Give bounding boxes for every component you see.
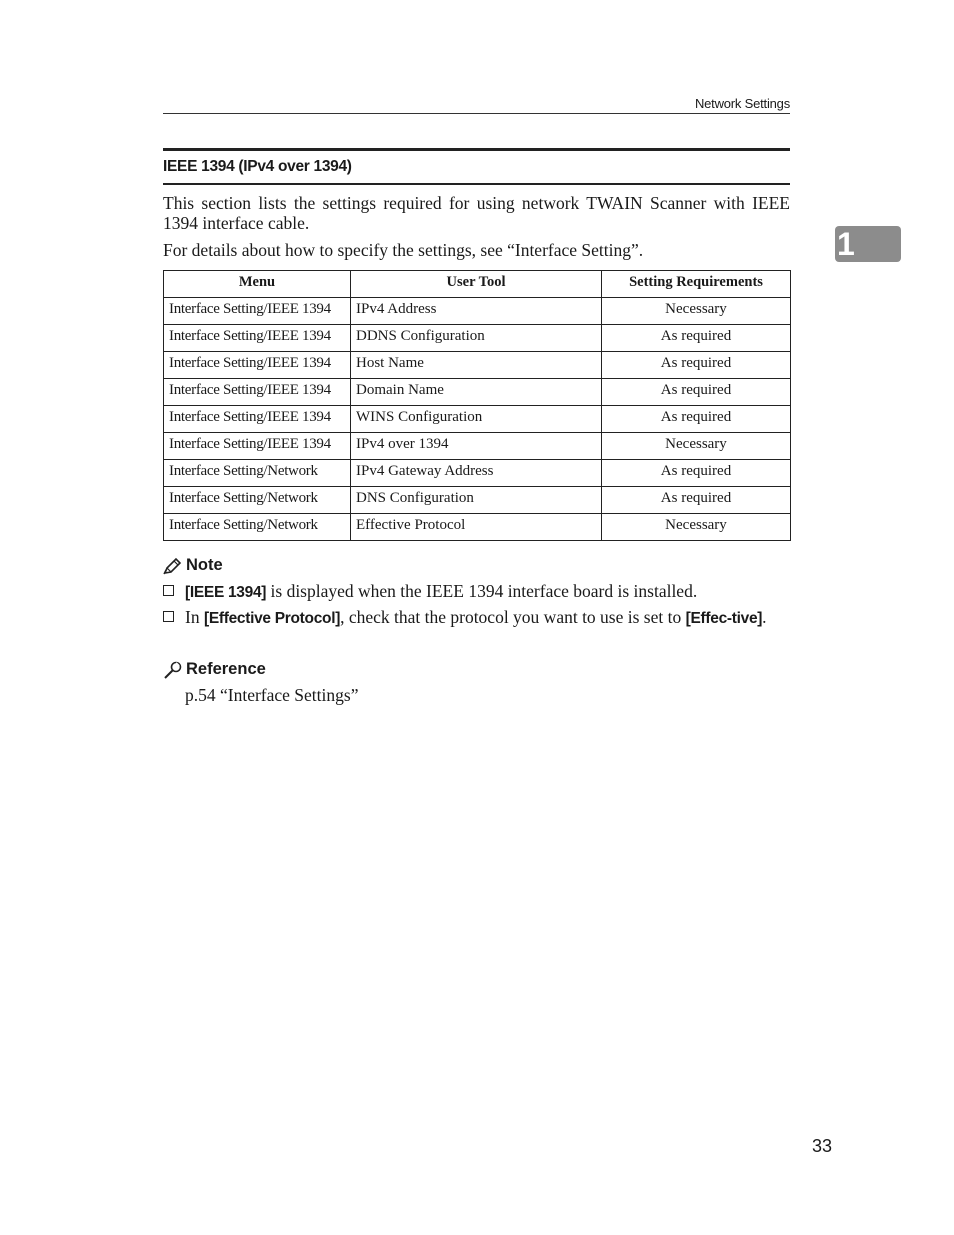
cell-menu: Interface Setting/IEEE 1394 (164, 325, 351, 352)
note-item (163, 581, 790, 603)
details-paragraph: For details about how to specify the settings, see “Interface Setting”. (163, 240, 644, 260)
cell-user-tool: IPv4 over 1394 (351, 433, 602, 460)
cell-requirement: As required (602, 487, 791, 514)
checkbox-bullet-icon (163, 585, 174, 596)
page-number: 33 (812, 1136, 833, 1156)
running-head: Network Settings (163, 96, 790, 114)
table-row (164, 352, 791, 379)
cell-menu: Interface Setting/IEEE 1394 (164, 298, 351, 325)
cell-menu: Interface Setting/IEEE 1394 (164, 433, 351, 460)
note-keyword: [IEEE 1394] (185, 584, 267, 601)
header-setting-requirements: Setting Requirements (602, 271, 791, 298)
intro-paragraph: This section lists the settings required for using network TWAIN Scanner with IEEE 1394 interface cable. (163, 193, 790, 233)
cell-user-tool: DNS Configuration (351, 487, 602, 514)
note-label: Note (186, 556, 223, 574)
table-row (164, 514, 791, 541)
table-row (164, 298, 791, 325)
chapter-tab: 1 (835, 226, 901, 262)
reference-heading (163, 660, 266, 679)
table-row (164, 460, 791, 487)
cell-menu: Interface Setting/Network (164, 514, 351, 541)
cell-requirement: Necessary (602, 433, 791, 460)
reference-link[interactable]: p.54 “Interface Settings” (185, 685, 359, 705)
cell-requirement: Necessary (602, 298, 791, 325)
reference-label: Reference (186, 660, 266, 678)
cell-user-tool: WINS Configuration (351, 406, 602, 433)
note-text: , check that the protocol you want to use is set to (340, 607, 686, 627)
cell-requirement: Necessary (602, 514, 791, 541)
cell-menu: Interface Setting/IEEE 1394 (164, 379, 351, 406)
table-row (164, 379, 791, 406)
settings-table (163, 270, 791, 541)
cell-requirement: As required (602, 325, 791, 352)
cell-user-tool: IPv4 Address (351, 298, 602, 325)
cell-user-tool: Domain Name (351, 379, 602, 406)
note-keyword: [Effective Protocol] (203, 610, 341, 627)
cell-requirement: As required (602, 352, 791, 379)
table-row (164, 433, 791, 460)
note-text: . (762, 607, 767, 627)
cell-menu: Interface Setting/IEEE 1394 (164, 352, 351, 379)
pencil-icon (163, 557, 183, 575)
cell-menu: Interface Setting/Network (164, 487, 351, 514)
section-title: IEEE 1394 (IPv4 over 1394) (163, 148, 790, 185)
cell-requirement: As required (602, 406, 791, 433)
wrench-icon (163, 661, 183, 679)
cell-user-tool: DDNS Configuration (351, 325, 602, 352)
table-row (164, 325, 791, 352)
note-keyword: [Effec-tive] (685, 610, 763, 627)
note-item (163, 607, 790, 629)
note-text: In (185, 607, 204, 627)
cell-requirement: As required (602, 379, 791, 406)
header-user-tool: User Tool (351, 271, 602, 298)
cell-user-tool: Effective Protocol (351, 514, 602, 541)
header-menu: Menu (164, 271, 351, 298)
cell-user-tool: IPv4 Gateway Address (351, 460, 602, 487)
note-text: is displayed when the IEEE 1394 interface board is installed. (266, 581, 698, 601)
table-header-row (164, 271, 791, 298)
table-row (164, 487, 791, 514)
cell-menu: Interface Setting/IEEE 1394 (164, 406, 351, 433)
note-heading (163, 556, 223, 575)
checkbox-bullet-icon (163, 611, 174, 622)
cell-user-tool: Host Name (351, 352, 602, 379)
table-row (164, 406, 791, 433)
cell-requirement: As required (602, 460, 791, 487)
cell-menu: Interface Setting/Network (164, 460, 351, 487)
